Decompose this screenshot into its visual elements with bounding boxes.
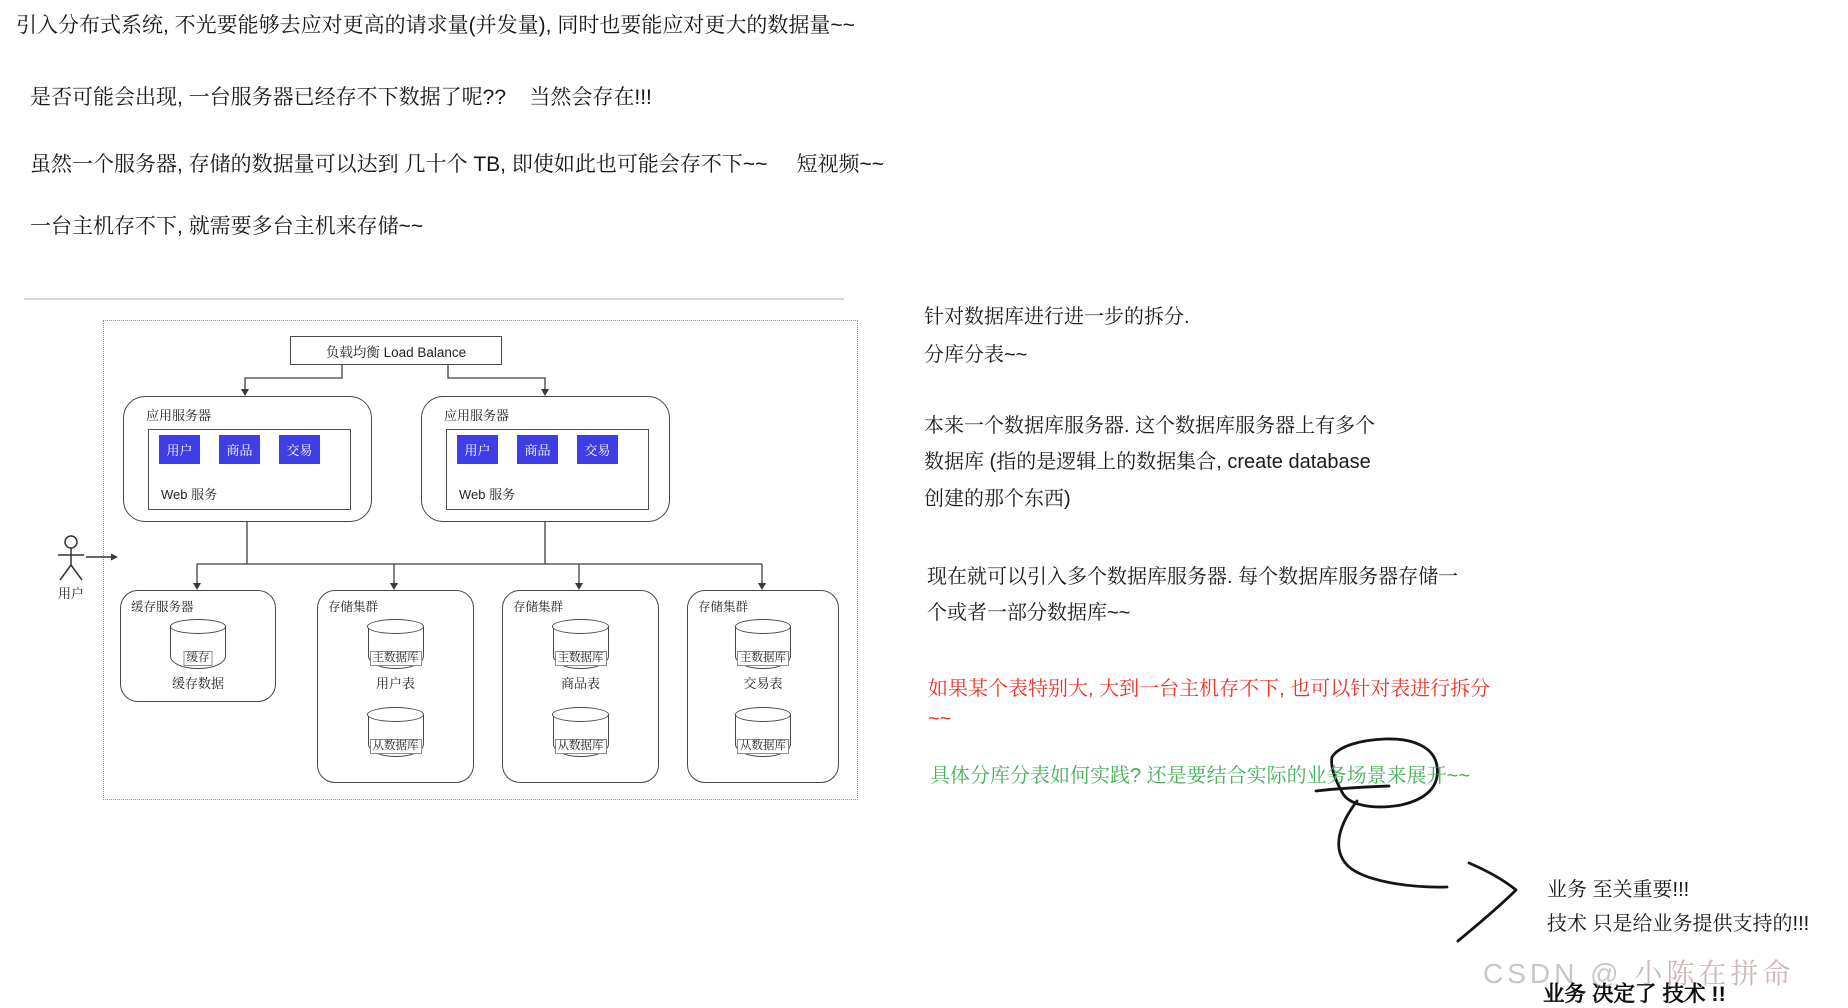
table-name-label: 商品表: [560, 676, 600, 691]
web-service-label: Web 服务: [161, 487, 218, 502]
note-line-1: 引入分布式系统, 不光要能够去应对更高的请求量(并发量), 同时也要能应对更大的数据量~~: [16, 14, 855, 37]
storage-cluster-box-2: [502, 590, 659, 783]
app-server-box-1: [123, 396, 372, 522]
table-name-label: 用户表: [375, 676, 415, 691]
module-chip-user: 用户: [159, 435, 200, 464]
note-line-2: 是否可能会出现, 一台服务器已经存不下数据了呢?? 当然会存在!!!: [30, 86, 652, 109]
red-note-line-2: ~~: [928, 708, 952, 730]
slave-db-label: 从数据库: [370, 739, 422, 754]
database-cylinder-icon: [735, 715, 791, 757]
watermark-prefix: CSDN @: [1483, 958, 1635, 989]
right-note-multi-2: 个或者一部分数据库~~: [927, 602, 1131, 624]
web-service-label: Web 服务: [459, 487, 516, 502]
green-note-line: 具体分库分表如何实践? 还是要结合实际的业务场景来展开~~: [930, 765, 1471, 787]
user-actor-icon: [58, 536, 111, 580]
callout-bold-line: 业务 决定了 技术 !!: [1543, 982, 1726, 1006]
right-note-db-2: 数据库 (指的是逻辑上的数据集合, create database: [924, 451, 1371, 473]
module-chips: [457, 435, 618, 464]
module-chips: [159, 435, 320, 464]
hand-drawn-arrow-head: [1458, 863, 1516, 941]
module-chip-goods: 商品: [219, 435, 260, 464]
cache-caption: 缓存数据: [171, 676, 224, 691]
master-db-label: 主数据库: [370, 651, 422, 666]
web-service-rect: [148, 429, 351, 510]
module-chip-user: 用户: [457, 435, 498, 464]
load-balancer-box: [290, 336, 502, 365]
database-cylinder-icon: [553, 627, 609, 669]
database-cylinder-icon: [368, 627, 424, 669]
module-chip-trade: 交易: [577, 435, 618, 464]
database-cylinder-icon: [368, 715, 424, 757]
load-balancer-label: 负载均衡 Load Balance: [325, 344, 467, 360]
cache-cylinder-label: 缓存: [184, 651, 213, 666]
watermark-name: 小陈在拼命: [1634, 958, 1795, 989]
web-service-rect: [446, 429, 649, 510]
storage-cluster-box-3: [687, 590, 839, 783]
storage-cluster-box-1: [317, 590, 474, 783]
database-cylinder-icon: [553, 715, 609, 757]
storage-cluster-title: 存储集群: [513, 600, 564, 614]
table-name-label: 交易表: [743, 676, 783, 691]
connector-lb-to-app1: [245, 363, 342, 389]
right-note-db-1: 本来一个数据库服务器. 这个数据库服务器上有多个: [924, 415, 1376, 437]
database-cylinder-icon: [735, 627, 791, 669]
hand-drawn-arrow-shaft: [1339, 801, 1447, 887]
master-db-label: 主数据库: [737, 651, 789, 666]
connector-lb-to-app2: [448, 363, 545, 389]
cache-server-title: 缓存服务器: [131, 600, 194, 614]
slave-db-label: 从数据库: [737, 739, 789, 754]
database-cylinder-icon: [170, 627, 226, 669]
slave-db-label: 从数据库: [555, 739, 607, 754]
note-line-4: 一台主机存不下, 就需要多台主机来存储~~: [30, 215, 424, 238]
right-note-split-2: 分库分表~~: [924, 344, 1028, 366]
callout-line-1: 业务 至关重要!!!: [1547, 879, 1690, 901]
storage-cluster-title: 存储集群: [328, 600, 379, 614]
app-server-title: 应用服务器: [146, 408, 212, 423]
red-note-line-1: 如果某个表特别大, 大到一台主机存不下, 也可以针对表进行拆分: [928, 678, 1491, 700]
storage-cluster-title: 存储集群: [698, 600, 749, 614]
cache-server-box: [120, 590, 276, 702]
module-chip-goods: 商品: [517, 435, 558, 464]
app-server-title: 应用服务器: [444, 408, 510, 423]
master-db-label: 主数据库: [555, 651, 607, 666]
right-note-multi-1: 现在就可以引入多个数据库服务器. 每个数据库服务器存储一: [927, 566, 1459, 588]
app-server-box-2: [421, 396, 670, 522]
callout-line-2: 技术 只是给业务提供支持的!!!: [1547, 913, 1810, 935]
user-actor-label: 用户: [57, 586, 84, 601]
right-note-split-1: 针对数据库进行进一步的拆分.: [924, 306, 1190, 328]
right-note-db-3: 创建的那个东西): [924, 488, 1071, 510]
note-line-3: 虽然一个服务器, 存储的数据量可以达到 几十个 TB, 即使如此也可能会存不下~~ 短视频~~: [30, 153, 885, 176]
module-chip-trade: 交易: [279, 435, 320, 464]
